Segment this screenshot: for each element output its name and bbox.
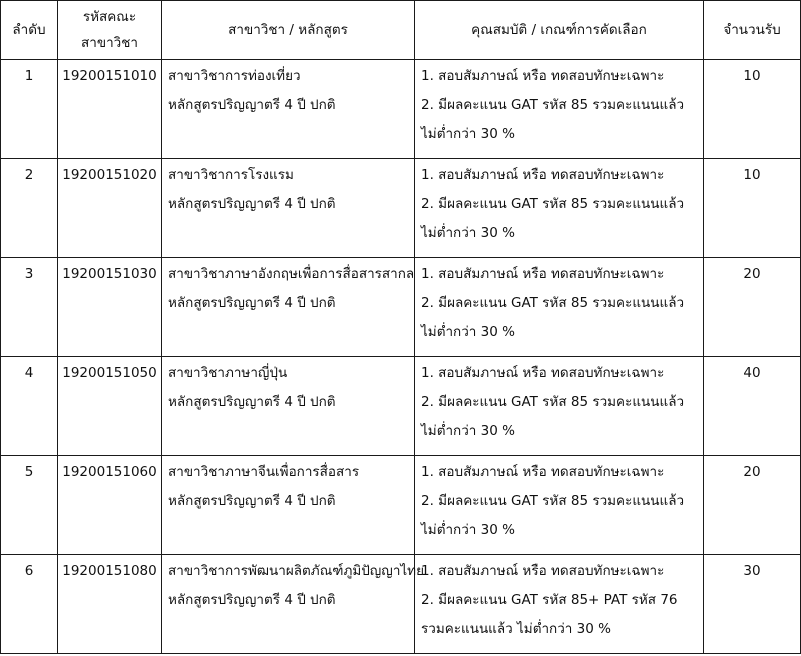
program-name: สาขาวิชาการท่องเที่ยว [168, 68, 301, 84]
row-no: 4 [1, 357, 58, 456]
curriculum-name: หลักสูตรปริญญาตรี 4 ปี ปกติ [168, 394, 336, 410]
criteria-line: ไม่ต่ำกว่า 30 % [421, 522, 515, 538]
criteria-line: 2. มีผลคะแนน GAT รหัส 85 รวมคะแนนแล้ว [421, 196, 685, 212]
program-name: สาขาวิชาภาษาญี่ปุ่น [168, 365, 288, 381]
criteria-line: 2. มีผลคะแนน GAT รหัส 85 รวมคะแนนแล้ว [421, 97, 685, 113]
row-seats: 20 [704, 258, 801, 357]
criteria-line: 2. มีผลคะแนน GAT รหัส 85 รวมคะแนนแล้ว [421, 394, 685, 410]
row-no: 3 [1, 258, 58, 357]
row-program-cell [162, 159, 415, 258]
criteria-line: 1. สอบสัมภาษณ์ หรือ ทดสอบทักษะเฉพาะ [421, 167, 665, 183]
row-code: 19200151010 [58, 60, 162, 159]
row-code: 19200151080 [58, 555, 162, 654]
header-row [1, 1, 801, 60]
program-name: สาขาวิชาการโรงแรม [168, 167, 294, 183]
curriculum-name: หลักสูตรปริญญาตรี 4 ปี ปกติ [168, 97, 336, 113]
curriculum-name: หลักสูตรปริญญาตรี 4 ปี ปกติ [168, 592, 336, 608]
criteria-line: 2. มีผลคะแนน GAT รหัส 85 รวมคะแนนแล้ว [421, 493, 685, 509]
curriculum-name: หลักสูตรปริญญาตรี 4 ปี ปกติ [168, 295, 336, 311]
header-code [58, 1, 162, 60]
row-program-cell [162, 258, 415, 357]
criteria-line: 2. มีผลคะแนน GAT รหัส 85+ PAT รหัส 76 [421, 592, 678, 608]
table-row [1, 456, 801, 555]
row-no: 6 [1, 555, 58, 654]
curriculum-name: หลักสูตรปริญญาตรี 4 ปี ปกติ [168, 493, 336, 509]
header-program: สาขาวิชา / หลักสูตร [162, 1, 415, 60]
row-criteria-cell [415, 555, 704, 654]
row-criteria-cell [415, 258, 704, 357]
row-criteria-cell [415, 456, 704, 555]
criteria-line: ไม่ต่ำกว่า 30 % [421, 126, 515, 142]
row-code: 19200151050 [58, 357, 162, 456]
table-row [1, 357, 801, 456]
table-row [1, 60, 801, 159]
criteria-line: 1. สอบสัมภาษณ์ หรือ ทดสอบทักษะเฉพาะ [421, 68, 665, 84]
header-no: ลำดับ [1, 1, 58, 60]
table-row [1, 555, 801, 654]
row-seats: 20 [704, 456, 801, 555]
row-seats: 10 [704, 60, 801, 159]
program-name: สาขาวิชาภาษาอังกฤษเพื่อการสื่อสารสากล [168, 266, 415, 282]
row-code: 19200151020 [58, 159, 162, 258]
row-code: 19200151030 [58, 258, 162, 357]
criteria-line: ไม่ต่ำกว่า 30 % [421, 324, 515, 340]
row-program-cell [162, 555, 424, 654]
criteria-line: 1. สอบสัมภาษณ์ หรือ ทดสอบทักษะเฉพาะ [421, 563, 665, 579]
criteria-line: 1. สอบสัมภาษณ์ หรือ ทดสอบทักษะเฉพาะ [421, 266, 665, 282]
row-seats: 10 [704, 159, 801, 258]
row-criteria-cell [415, 159, 704, 258]
criteria-line: 1. สอบสัมภาษณ์ หรือ ทดสอบทักษะเฉพาะ [421, 365, 665, 381]
table-row [1, 159, 801, 258]
row-code: 19200151060 [58, 456, 162, 555]
header-seats: จำนวนรับ [704, 1, 801, 60]
row-program-cell [162, 60, 415, 159]
program-name: สาขาวิชาภาษาจีนเพื่อการสื่อสาร [168, 464, 360, 480]
row-no: 5 [1, 456, 58, 555]
table-row [1, 258, 801, 357]
curriculum-name: หลักสูตรปริญญาตรี 4 ปี ปกติ [168, 196, 336, 212]
row-no: 2 [1, 159, 58, 258]
row-seats: 30 [704, 555, 801, 654]
criteria-line: รวมคะแนนแล้ว ไม่ต่ำกว่า 30 % [421, 621, 611, 637]
row-criteria-cell [415, 357, 704, 456]
header-criteria: คุณสมบัติ / เกณฑ์การคัดเลือก [415, 1, 704, 60]
program-name: สาขาวิชาการพัฒนาผลิตภัณฑ์ภูมิปัญญาไทย [168, 563, 424, 579]
row-criteria-cell [415, 60, 704, 159]
criteria-line: 1. สอบสัมภาษณ์ หรือ ทดสอบทักษะเฉพาะ [421, 464, 665, 480]
row-seats: 40 [704, 357, 801, 456]
header-code-line1: รหัสคณะ [82, 9, 137, 25]
row-program-cell [162, 456, 415, 555]
criteria-line: 2. มีผลคะแนน GAT รหัส 85 รวมคะแนนแล้ว [421, 295, 685, 311]
criteria-line: ไม่ต่ำกว่า 30 % [421, 423, 515, 439]
row-no: 1 [1, 60, 58, 159]
row-program-cell [162, 357, 415, 456]
criteria-line: ไม่ต่ำกว่า 30 % [421, 225, 515, 241]
header-code-line2: สาขาวิชา [81, 35, 138, 51]
